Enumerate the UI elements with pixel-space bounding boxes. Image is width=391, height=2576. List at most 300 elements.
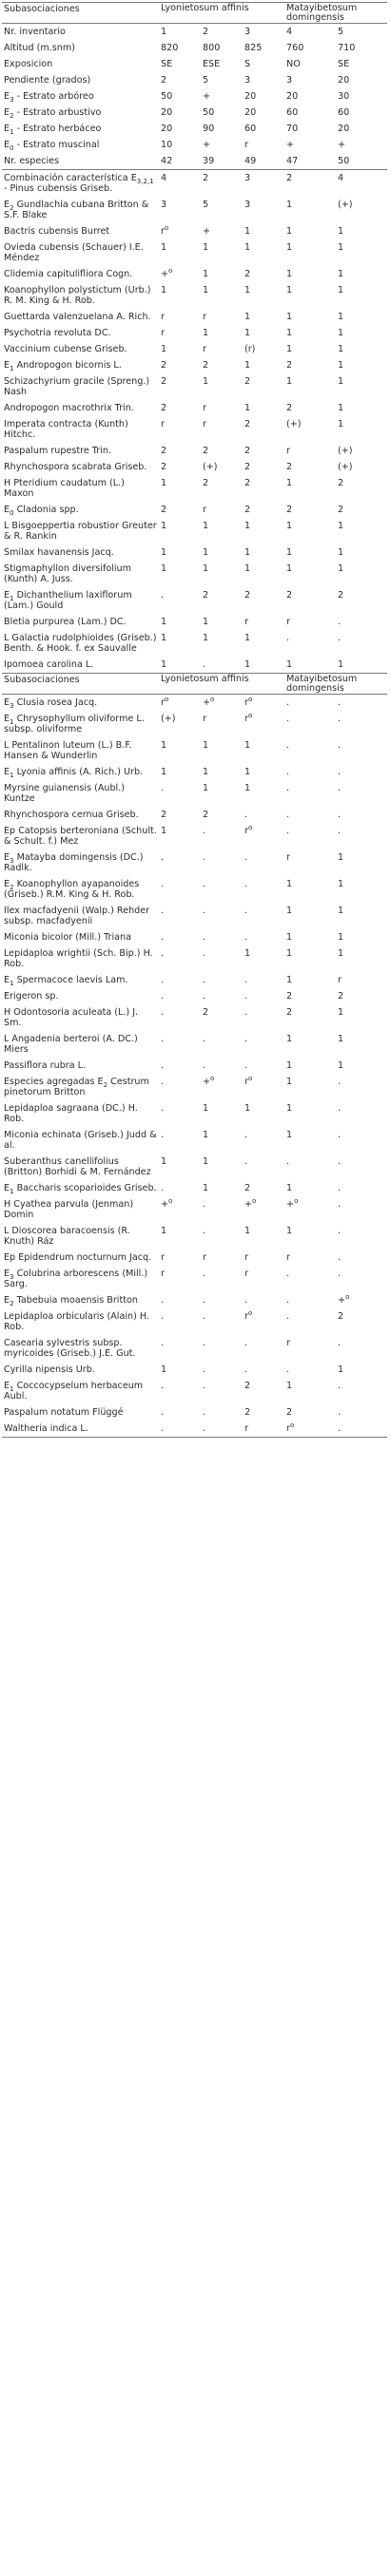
cell-releve-2: r [203,1252,206,1263]
cell-releve-1: 50 [161,91,173,102]
row-label-e3-matayba-domingensis-dc-radlk: $E_3$ Matayba domingensis (DC.) Radlk. [4,852,144,873]
row-label-l-pentalinon-luteum-l-b-f-hansen-wunderl: L Pentalinon luteum (L.) B.F. Hansen & Wunderlin [4,740,132,761]
cell-releve-5: (+) [338,462,353,472]
cell-releve-5: . [338,826,342,836]
table-row [2,105,387,121]
cell-releve-3: 1 [244,659,251,670]
cell-releve-3: r [244,1252,248,1263]
cell-releve-3: r [243,1421,284,1438]
cell-releve-4: . [284,695,336,712]
row-label-guettarda-valenzuelana-a-rich: Guettarda valenzuelana A. Rich. [4,312,151,322]
cell-releve-4: . [286,826,290,836]
row-label-lepidaploa-sagraana-dc-h-rob: Lepidaploa sagraana (DC.) H. Rob. [4,1103,138,1124]
cell-releve-3: . [244,932,248,943]
cell-releve-4: 1 [286,879,293,889]
cell-releve-3: 2 [244,1183,251,1193]
cell-releve-4: 2 [286,505,293,515]
cell-releve-4: r [286,1338,290,1348]
cell-releve-4: . [286,1156,290,1167]
table-row [2,443,387,459]
table-row [2,282,387,309]
cell-releve-3: . [244,879,248,889]
cell-releve-5: 1 [338,360,344,371]
cell-releve-1: 1 [161,285,167,296]
cell-releve-5: . [338,1252,342,1263]
cell-releve-1: . [161,975,165,985]
cell-releve-4: 2 [286,1007,293,1018]
cell-releve-2: . [203,879,206,889]
cell-releve-2: 2 [203,360,209,371]
cell-releve-4: 1 [286,1060,293,1071]
cell-releve-5: . [338,783,342,793]
cell-releve-5: . [338,1338,342,1348]
cell-releve-1: 2 [161,376,167,387]
cell-releve-4: r [286,446,290,456]
cell-releve-4: 3 [286,75,293,86]
cell-releve-3: . [244,810,248,820]
table-row [2,1127,387,1154]
cell-releve-2: r [203,505,206,515]
table-row [2,1004,387,1031]
cell-releve-1: 1 [161,563,167,574]
table-row [2,614,387,630]
table-row [2,72,387,88]
cell-releve-5: 1 [338,659,344,670]
table-row [2,1292,387,1308]
cell-releve-3: 2 [244,1381,251,1391]
table-row [2,1266,387,1292]
cell-releve-1: . [161,1130,165,1140]
cell-releve-5: 1 [338,1364,344,1375]
table-row [2,695,387,712]
cell-releve-4: r [286,1252,290,1263]
table-row [2,764,387,780]
table-row [2,1058,387,1074]
row-label-e1-baccharis-scoparioides-griseb: $E_1$ Baccharis scoparioides Griseb. [4,1183,157,1195]
table-row [2,561,387,587]
cell-releve-4: 1 [286,932,293,943]
cell-releve-5: 4 [338,173,344,183]
cell-releve-2: 2 [203,173,209,183]
header-label: Subasociaciones [2,3,159,24]
row-label-lepidaploa-orbicularis-alain-h-rob: Lepidaploa orbicularis (Alain) H. Rob. [4,1311,149,1332]
cell-releve-4: 70 [286,124,299,134]
cell-releve-4: . [286,1364,290,1375]
row-label-h-odontosoria-aculeata-l-j-sm: H Odontosoria aculeata (L.) J. Sm. [4,1007,139,1028]
cell-releve-2: 2 [203,478,209,488]
row-label-e3-clusia-rosea-jacq: $E_3$ Clusia rosea Jacq. [2,695,159,712]
row-label-suberanthus-canellifolius-britton-borhid: Suberanthus canellifolius (Britton) Borhidi & M. Fernández [4,1156,151,1177]
cell-releve-4: 1 [286,948,293,959]
cell-releve-3: 2 [244,419,251,429]
cell-releve-5: r [338,975,342,985]
table-row [2,24,387,41]
cell-releve-4: 47 [284,153,336,170]
row-label-myrsine-guianensis-aubl-kuntze: Myrsine guianensis (Aubl.) Kuntze [4,783,126,804]
cell-releve-5: 1 [338,1060,344,1071]
cell-releve-1: 1 [161,633,167,643]
cell-releve-3: . [244,1130,248,1140]
cell-releve-5: 5 [336,24,387,41]
cell-releve-5: 20 [338,75,350,86]
table-row [2,170,387,198]
row-label-vaccinium-cubense-griseb: Vaccinium cubense Griseb. [4,344,127,354]
row-label-ipomoea-carolina-l: Ipomoea carolina L. [4,659,94,670]
cell-releve-1: 1 [161,826,167,836]
table-row [2,807,387,823]
cell-releve-1: . [159,1421,201,1438]
row-label-e1-dichanthelium-laxiflorum-lam-gould: $E_1$ Dichanthelium laxiflorum (Lam.) Gould [4,590,132,611]
cell-releve-2: . [203,852,206,863]
table-row [2,1223,387,1250]
cell-releve-5: 60 [338,107,350,118]
table-row [2,325,387,341]
cell-releve-3: r [244,140,248,150]
cell-releve-1: 1 [159,24,201,41]
table-row [2,780,387,807]
cell-releve-5: 2 [338,505,344,515]
cell-releve-2: . [203,1060,206,1071]
cell-releve-3: . [244,975,248,985]
row-label-smilax-havanensis-jacq: Smilax havanensis Jacq. [4,547,114,558]
cell-releve-3: . [244,1338,248,1348]
row-label-e1-coccocypselum-herbaceum-aubl: $E_1$ Coccocypselum herbaceum Aubl. [4,1381,144,1402]
row-label-h-cyathea-parvula-jenman-domin: H Cyathea parvula (Jenman) Domin [4,1199,134,1220]
cell-releve-4: 1 [286,659,293,670]
cell-releve-4: 1 [286,285,293,296]
cell-releve-5: +$^o$ [338,1292,350,1306]
cell-releve-4: 2 [286,590,293,601]
cell-releve-2: r [203,714,206,724]
cell-releve-3: 1 [244,521,251,531]
cell-releve-1: 20 [161,124,173,134]
cell-releve-2: 1 [203,242,209,253]
row-label-miconia-bicolor-mill-triana: Miconia bicolor (Mill.) Triana [4,932,131,943]
cell-releve-5: 1 [338,932,344,943]
header-group-matayibetosum: Matayibetosum domingensis [284,3,387,24]
cell-releve-2: (+) [203,462,218,472]
cell-releve-2: . [203,1381,206,1391]
cell-releve-5: 1 [338,403,344,413]
cell-releve-2: 1 [203,269,209,279]
cell-releve-5: + [338,140,346,150]
table-row [2,266,387,282]
table-row [2,341,387,357]
cell-releve-3: . [244,991,248,1002]
table-row [2,929,387,945]
row-label-combinaci-n-caracter-stica-e3-2-1-pinus-: Combinación característica $E_{3,2,1}$ - Pinus cubensis Griseb. [4,173,154,194]
vegetation-table [2,2,387,1438]
row-label-paspalum-rupestre-trin: Paspalum rupestre Trin. [4,446,111,456]
cell-releve-5: 1 [338,285,344,296]
cell-releve-3: 2 [244,590,251,601]
cell-releve-3: 2 [244,376,251,387]
cell-releve-3: 1 [244,767,251,777]
cell-releve-4: 2 [286,173,293,183]
cell-releve-1: 1 [161,740,167,751]
table-row [2,1154,387,1180]
cell-releve-1: 3 [161,200,167,210]
cell-releve-5: . [338,1226,342,1236]
cell-releve-5: 1 [338,344,344,354]
cell-releve-2: . [203,932,206,943]
cell-releve-3: 3 [244,75,251,86]
cell-releve-1: SE [161,59,173,69]
cell-releve-4: 1 [286,1381,293,1391]
cell-releve-2: + [203,91,211,102]
cell-releve-3: S [244,59,251,69]
cell-releve-3: . [244,1007,248,1018]
cell-releve-5: 1 [338,242,344,253]
cell-releve-2: 1 [203,547,209,558]
cell-releve-2: . [203,1199,206,1210]
row-label-waltheria-indica-l: Waltheria indica L. [2,1421,159,1438]
cell-releve-3: . [244,1156,248,1167]
cell-releve-1: . [161,1295,165,1306]
cell-releve-2: . [203,975,206,985]
cell-releve-3: 1 [244,403,251,413]
cell-releve-1: . [161,852,165,863]
row-label-e0-cladonia-spp: $E_0$ Cladonia spp. [4,505,79,517]
cell-releve-1: 820 [161,43,179,53]
cell-releve-4: 2 [286,991,293,1002]
row-label-passiflora-rubra-l: Passiflora rubra L. [4,1060,87,1071]
cell-releve-4: 60 [286,107,299,118]
cell-releve-2: 1 [203,633,209,643]
header-group-lyonietosum: Lyonietosum affinis [159,3,284,24]
cell-releve-3: 1 [244,328,251,338]
cell-releve-4: 1 [286,1077,293,1087]
row-label-schizachyrium-gracile-spreng-nash: Schizachyrium gracile (Spreng.) Nash [4,376,150,397]
cell-releve-4: 1 [286,563,293,574]
cell-releve-4: . [286,1311,290,1322]
cell-releve-3: 1 [244,547,251,558]
cell-releve-5: . [338,617,342,627]
row-label-e1-spermacoce-laevis-lam: $E_1$ Spermacoce laevis Lam. [4,975,128,987]
cell-releve-2: 2 [203,590,209,601]
cell-releve-2: + [203,226,211,237]
cell-releve-1: . [161,1007,165,1018]
table-row [2,1308,387,1335]
cell-releve-2: 2 [201,24,243,41]
cell-releve-2: 2 [203,446,209,456]
table-row [2,400,387,416]
cell-releve-2: . [203,1407,206,1418]
cell-releve-5: . [336,695,387,712]
cell-releve-2: . [203,1226,206,1236]
cell-releve-2: 1 [203,767,209,777]
table-header-row [2,674,387,695]
row-label-pendiente-grados: Pendiente (grados) [4,75,91,86]
cell-releve-2: 2 [203,1007,209,1018]
cell-releve-5: 1 [338,376,344,387]
table-row [2,945,387,972]
cell-releve-2: . [203,659,206,670]
cell-releve-1: r [161,1269,165,1279]
cell-releve-2: . [203,991,206,1002]
cell-releve-4: 1 [286,1183,293,1193]
cell-releve-1: 1 [161,1156,167,1167]
cell-releve-3: 20 [244,91,257,102]
table-row [2,657,387,674]
row-label-e2-tabebuia-moaensis-britton: $E_2$ Tabebuia moaensis Britton [4,1295,138,1307]
table-row [2,988,387,1004]
table-row [2,972,387,988]
cell-releve-2: 1 [203,740,209,751]
row-label-imperata-contracta-kunth-hitchc: Imperata contracta (Kunth) Hitchc. [4,419,128,440]
row-label-nr-especies: Nr. especies [2,153,159,170]
row-label-e1-lyonia-affinis-a-rich-urb: $E_1$ Lyonia affinis (A. Rich.) Urb. [4,767,144,779]
table-header-row [2,3,387,24]
cell-releve-1: 2 [161,810,167,820]
cell-releve-4: . [286,810,290,820]
cell-releve-3: 20 [244,107,257,118]
table-row [2,121,387,137]
row-label-l-dioscorea-baracoensis-r-knuth-r-z: L Dioscorea baracoensis (R. Knuth) Ráz [4,1226,130,1247]
cell-releve-4: + [286,140,295,150]
cell-releve-4: . [286,714,290,724]
cell-releve-3: 1 [244,360,251,371]
cell-releve-3: 1 [244,633,251,643]
cell-releve-2: . [203,1269,206,1279]
cell-releve-5: . [338,1381,342,1391]
cell-releve-1: . [161,783,165,793]
cell-releve-4: 1 [286,1130,293,1140]
cell-releve-1: 1 [161,659,167,670]
cell-releve-2: 1 [203,376,209,387]
cell-releve-3: 825 [244,43,263,53]
cell-releve-5: . [338,1199,342,1210]
header-label: Subasociaciones [2,674,159,695]
cell-releve-2: . [203,906,206,916]
row-label-l-bisgoeppertia-robustior-greuter-r-rank: L Bisgoeppertia robustior Greuter & R. Rankin [4,521,157,542]
cell-releve-2: 1 [203,285,209,296]
cell-releve-1: 20 [161,107,173,118]
cell-releve-1: 1 [161,242,167,253]
cell-releve-2: 2 [203,810,209,820]
cell-releve-3: . [244,1364,248,1375]
cell-releve-1: r [161,312,165,322]
cell-releve-1: (+) [161,714,176,724]
cell-releve-4: 4 [284,24,336,41]
cell-releve-3: 2 [244,462,251,472]
table-row [2,518,387,544]
cell-releve-5: 1 [338,419,344,429]
row-label-cyrilla-nipensis-urb: Cyrilla nipensis Urb. [4,1364,95,1375]
row-label-altitud-m-snm: Altitud (m.snm) [4,43,75,53]
cell-releve-3: . [244,1034,248,1044]
cell-releve-5: 1 [338,1034,344,1044]
row-label-l-galactia-rudolphioides-griseb-benth-ho: L Galactia rudolphioides (Griseb.) Benth. & Hook. f. ex Sauvalle [4,633,157,654]
table-row [2,1378,387,1404]
cell-releve-3: 1 [244,783,251,793]
cell-releve-3: $r^o$ [244,1074,253,1087]
cell-releve-3: 2 [244,446,251,456]
cell-releve-1: . [161,1407,165,1418]
cell-releve-5: 1 [338,852,344,863]
cell-releve-4: . [286,1295,290,1306]
table-row [2,357,387,373]
cell-releve-1: $r^o$ [161,223,169,237]
cell-releve-5: 710 [338,43,356,53]
table-row [2,1250,387,1266]
cell-releve-4: $r^o$ [284,1421,336,1438]
cell-releve-1: 2 [161,360,167,371]
cell-releve-4: 1 [286,547,293,558]
cell-releve-3: 2 [244,1407,251,1418]
header-group-lyonietosum: Lyonietosum affinis [159,674,284,695]
cell-releve-2: 1 [203,783,209,793]
cell-releve-1: . [161,1034,165,1044]
cell-releve-4: 2 [286,403,293,413]
cell-releve-4: NO [286,59,301,69]
row-label-exposicion: Exposicion [4,59,53,69]
row-label-e0-estrato-muscinal: $E_0$ - Estrato muscinal [4,140,100,152]
cell-releve-4: . [286,783,290,793]
cell-releve-2: . [203,826,206,836]
cell-releve-1: . [161,1381,165,1391]
cell-releve-3: $r^o$ [244,711,253,724]
cell-releve-3: 1 [244,226,251,237]
cell-releve-2: r [203,344,206,354]
cell-releve-2: 1 [203,328,209,338]
row-label-e3-estrato-arb-reo: $E_3$ - Estrato arbóreo [4,91,94,104]
cell-releve-2: 5 [203,75,209,86]
cell-releve-4: 1 [286,1226,293,1236]
row-label-e2-gundlachia-cubana-britton-s-f-blake: $E_2$ Gundlachia cubana Britton & S.F. Blake [4,200,149,220]
cell-releve-3: 1 [244,740,251,751]
cell-releve-2: 1 [203,1156,209,1167]
row-label-e1-andropogon-bicornis-l: $E_1$ Andropogon bicornis L. [4,360,122,372]
cell-releve-4: 1 [286,521,293,531]
cell-releve-3: . [244,1295,248,1306]
cell-releve-4: +$^o$ [286,1196,299,1210]
cell-releve-2: . [203,1338,206,1348]
cell-releve-4: 1 [286,269,293,279]
cell-releve-1: 2 [161,505,167,515]
cell-releve-5: . [338,1130,342,1140]
cell-releve-1: 1 [161,767,167,777]
cell-releve-2: . [203,1364,206,1375]
cell-releve-3: . [244,906,248,916]
cell-releve-5: 2 [338,991,344,1002]
cell-releve-2: 1 [203,1183,209,1193]
table-row [2,711,387,737]
cell-releve-1: 2 [161,446,167,456]
table-row [2,823,387,849]
cell-releve-4: 1 [286,344,293,354]
cell-releve-5: 1 [338,1007,344,1018]
table-row [2,587,387,614]
cell-releve-3: +$^o$ [244,1196,257,1210]
table-row [2,475,387,502]
table-row [2,40,387,56]
cell-releve-1: 1 [161,478,167,488]
cell-releve-1: r [161,328,165,338]
table-row [2,197,387,223]
cell-releve-4: 1 [286,328,293,338]
table-row [2,1100,387,1127]
row-label-e1-estrato-herb-ceo: $E_1$ - Estrato herbáceo [4,124,102,136]
cell-releve-5: 1 [338,547,344,558]
cell-releve-5: 2 [338,1311,344,1322]
row-label-e2-estrato-arbustivo: $E_2$ - Estrato arbustivo [4,107,102,120]
row-label-paspalum-notatum-fl-gg: Paspalum notatum Flüggé [4,1407,124,1418]
cell-releve-2: . [203,1034,206,1044]
cell-releve-4: 1 [286,376,293,387]
cell-releve-4: 2 [286,1407,293,1418]
cell-releve-3: 1 [244,1226,251,1236]
